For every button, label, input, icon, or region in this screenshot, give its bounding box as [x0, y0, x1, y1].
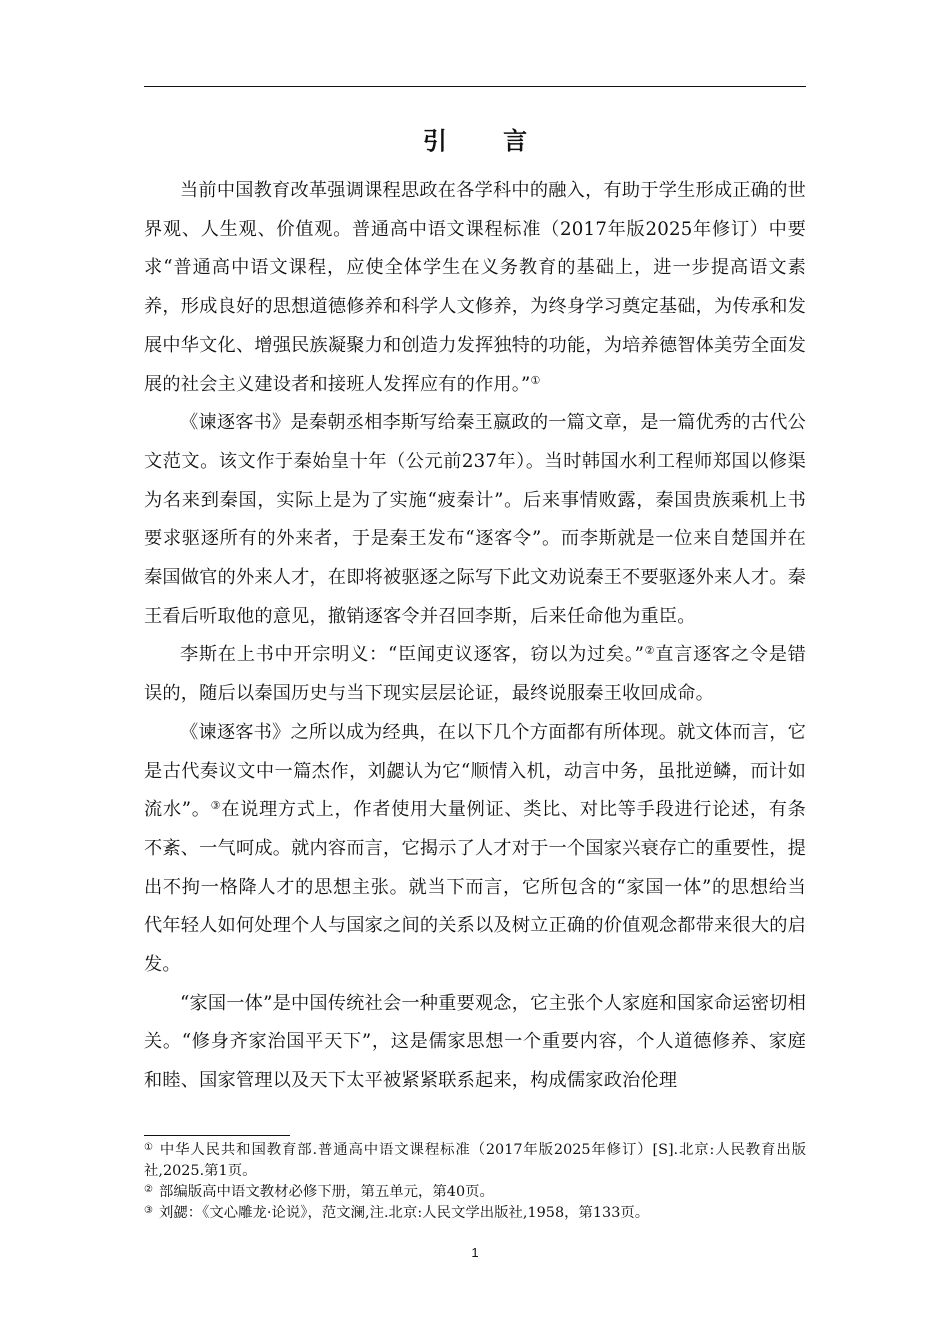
paragraph-text: 《谏逐客书》之所以成为经典，在以下几个方面都有所体现。就文体而言，它是古代奏议文中一篇杰作，刘勰认为它“顺情入机，动言中务，虽批逆鳞，而计如流水”。	[144, 721, 806, 821]
paragraph-1	[144, 172, 806, 404]
footnote-mark: ③	[144, 1205, 153, 1216]
paragraph-5	[144, 985, 806, 1101]
paragraph-text: 李斯在上书中开宗明义：“臣闻吏议逐客，窃以为过矣。”	[180, 644, 645, 666]
section-title: 引 言	[422, 127, 552, 155]
header-rule	[144, 86, 806, 87]
paragraph-text: “家国一体”是中国传统社会一种重要观念，它主张个人家庭和国家命运密切相关。“修身齐家治国平天下”，这是儒家思想一个重要内容，个人道德修养、家庭和睦、国家管理以及天下太平被紧紧联系起来，构成儒家政治伦理	[144, 992, 806, 1092]
body-text	[144, 172, 806, 1101]
footnote-ref-1[interactable]: ①	[530, 373, 541, 387]
footnote-text: 刘勰：《文心雕龙·论说》，范文澜,注.北京:人民文学出版社,1958，第133页。	[158, 1205, 650, 1221]
footnote-ref-3[interactable]: ③	[210, 799, 222, 813]
paragraph-text-continued: 在说理方式上，作者使用大量例证、类比、对比等手段进行论述，有条不紊、一气呵成。就内容而言，它揭示了人才对于一个国家兴衰存亡的重要性，提出不拘一格降人才的思想主张。就当下而言，它所包含的“家国一体”的思想给当代年轻人如何处理个人与国家之间的关系以及树立正确的价值观念都带来很大的启发。	[144, 799, 807, 976]
footnote-text: 部编版高中语文教材必修下册，第五单元，第40页。	[158, 1184, 494, 1200]
footnote-3	[144, 1203, 806, 1224]
page-number: 1	[471, 1245, 479, 1260]
footnote-text: 中华人民共和国教育部.普通高中语文课程标准（2017年版2025年修订）[S].北京:人民教育出版社,2025.第1页。	[144, 1142, 806, 1179]
paragraph-text: 当前中国教育改革强调课程思政在各学科中的融入，有助于学生形成正确的世界观、人生观、价值观。普通高中语文课程标准（2017年版2025年修订）中要求“普通高中语文课程，应使全体学生在义务教育的基础上，进一步提高语文素养，形成良好的思想道德修养和科学人文修养，为终身学习奠定基础，为传承和发展中华文化、增强民族凝聚力和创造力发挥独特的功能，为培养德智体美劳全面发展的社会主义建设者和接班人发挥应有的作用。”	[144, 180, 806, 395]
footnote-mark: ②	[144, 1184, 153, 1195]
paragraph-3	[144, 636, 806, 713]
paragraph-text: 《谏逐客书》是秦朝丞相李斯写给秦王嬴政的一篇文章，是一篇优秀的古代公文范文。该文作于秦始皇十年（公元前237年）。当时韩国水利工程师郑国以修渠为名来到秦国，实际上是为了实施“疲秦计”。后来事情败露，秦国贵族乘机上书要求驱逐所有的外来者，于是秦王发布“逐客令”。而李斯就是一位来自楚国并在秦国做官的外来人才，在即将被驱逐之际写下此文劝说秦王不要驱逐外来人才。秦王看后听取他的意见，撤销逐客令并召回李斯，后来任命他为重臣。	[144, 412, 807, 627]
footnote-mark: ①	[144, 1142, 154, 1153]
footnote-1	[144, 1140, 806, 1182]
paragraph-text-continued: 直言逐客之令是错误的，随后以秦国历史与当下现实层层论证，最终说服秦王收回成命。	[144, 644, 806, 705]
footnote-ref-2[interactable]: ②	[644, 644, 656, 658]
footnote-separator	[144, 1135, 290, 1136]
paragraph-2	[144, 404, 806, 636]
footnotes	[144, 1140, 806, 1224]
paragraph-4	[144, 714, 806, 985]
footnote-2	[144, 1182, 806, 1203]
